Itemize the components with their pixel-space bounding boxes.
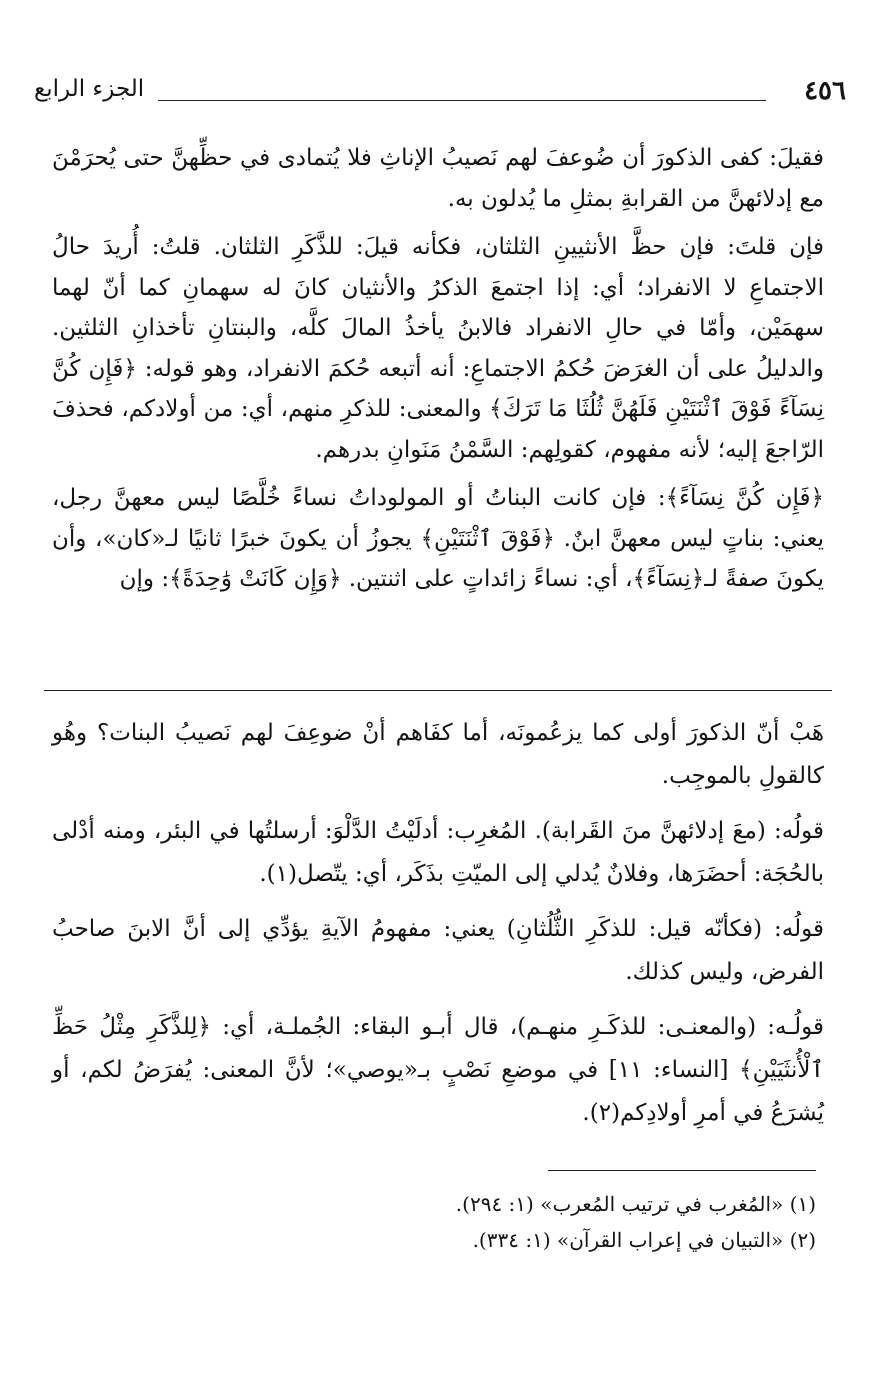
page-header: [34, 76, 846, 116]
main-paragraph-2: فإن قلتَ: فإن حظَّ الأنثيينِ الثلثان، فكأنه قيلَ: للذَّكَرِ الثلثان. قلتُ: أُريدَ حالُ الاجتماعِ لا الانفراد؛ أي: إذا اجتمعَ الذكرُ والأنثيان كانَ له سهمانِ كما أنّ لهما سهمَيْن، وأمّا في حالِ الانفراد فالابنُ يأخذُ المالَ كلَّه، والبنتانِ تأخذانِ الثلثين. والدليلُ على أن الغرَضَ حُكمُ الاجتماعِ: أنه أتبعه حُكمَ الانفراد، وهو قوله: ﴿فَإِن كُنَّ نِسَآءً فَوْقَ ٱثْنَتَيْنِ فَلَهُنَّ ثُلُثَا مَا تَرَكَ﴾ والمعنى: للذكرِ منهم، أي: من أولادكم، فحذفَ الرّاجعَ إليه؛ لأنه مفهوم، كقولِهم: السَّمْنُ مَنَوانِ بدرهم.: [52, 234, 824, 463]
commentary-paragraph-2: قولُه: (معَ إدلائهنَّ منَ القَرابة). المُغرِب: أدلَيْتُ الدَّلْوَ: أرسلتُها في البئر، ومنه أدْلى بالحُجَة: أحضَرَها، وفلانٌ يُدلي إلى الميّتِ بذَكَر، أي: يتّصل(١).: [52, 818, 824, 887]
text-commentary-divider: [44, 690, 832, 691]
commentary-paragraph-4: قولُـه: (والمعنـى: للذكَـرِ منهـم)، قال أبـو البقاء: الجُملـة، أي: ﴿لِلذَّكَرِ مِثْلُ حَظِّ ٱلْأُنثَيَيْنِ﴾ [النساء: ١١] في موضعِ نَصْبٍ بـ«يوصي»؛ لأنَّ المعنى: يُفرَضُ لكم، أو يُشرَعُ في أمرِ أولادِكم(٢).: [52, 1014, 824, 1126]
main-paragraph-3: ﴿فَإِن كُنَّ نِسَآءً﴾: فإن كانت البناتُ أو المولوداتُ نساءً خُلَّصًا ليس معهنَّ رجل، يعني: بناتٍ ليس معهنَّ ابنٌ. ﴿فَوْقَ ٱثْنَتَيْنِ﴾ يجوزُ أن يكونَ خبرًا ثانيًا لـ«كان»، وأن يكونَ صفةً لـ﴿نِسَآءً﴾، أي: نساءً زائداتٍ على اثنتين. ﴿وَإِن كَانَتْ وَٰحِدَةً﴾: وإن: [52, 485, 824, 592]
commentary-text: [52, 712, 824, 1147]
footnote-1: (١) «المُغرب في ترتيب المُعرب» (١: ٢٩٤).: [455, 1192, 816, 1216]
footnote-2: (٢) «التبيان في إعراب القرآن» (١: ٣٣٤).: [472, 1228, 816, 1252]
footnote-rule: [548, 1170, 816, 1171]
running-title: الجزء الرابع: [34, 76, 145, 102]
commentary-paragraph-3: قولُه: (فكأنّه قيل: للذكَرِ الثُّلُثانِ) يعني: مفهومُ الآيةِ يؤدِّي إلى أنَّ الابنَ صاحبُ الفرض، وليس كذلك.: [52, 916, 824, 985]
main-text: [52, 138, 824, 600]
commentary-paragraph-1: هَبْ أنّ الذكورَ أولى كما يزعُمونَه، أما كفَاهم أنْ ضوعِفَ لهم نَصيبُ البنات؟ وهُو كالقولِ بالموجِب.: [52, 720, 824, 789]
main-paragraph-1: فقيلَ: كفى الذكورَ أن ضُوعفَ لهم نَصيبُ الإناثِ فلا يُتمادى في حظِّهنَّ حتى يُحرَمْنَ مع إدلائهنَّ من القرابةِ بمثلِ ما يُدلون به.: [52, 145, 824, 212]
page-number: ٤٥٦: [804, 76, 846, 106]
footnotes: [52, 1186, 816, 1258]
header-rule: [158, 100, 766, 101]
